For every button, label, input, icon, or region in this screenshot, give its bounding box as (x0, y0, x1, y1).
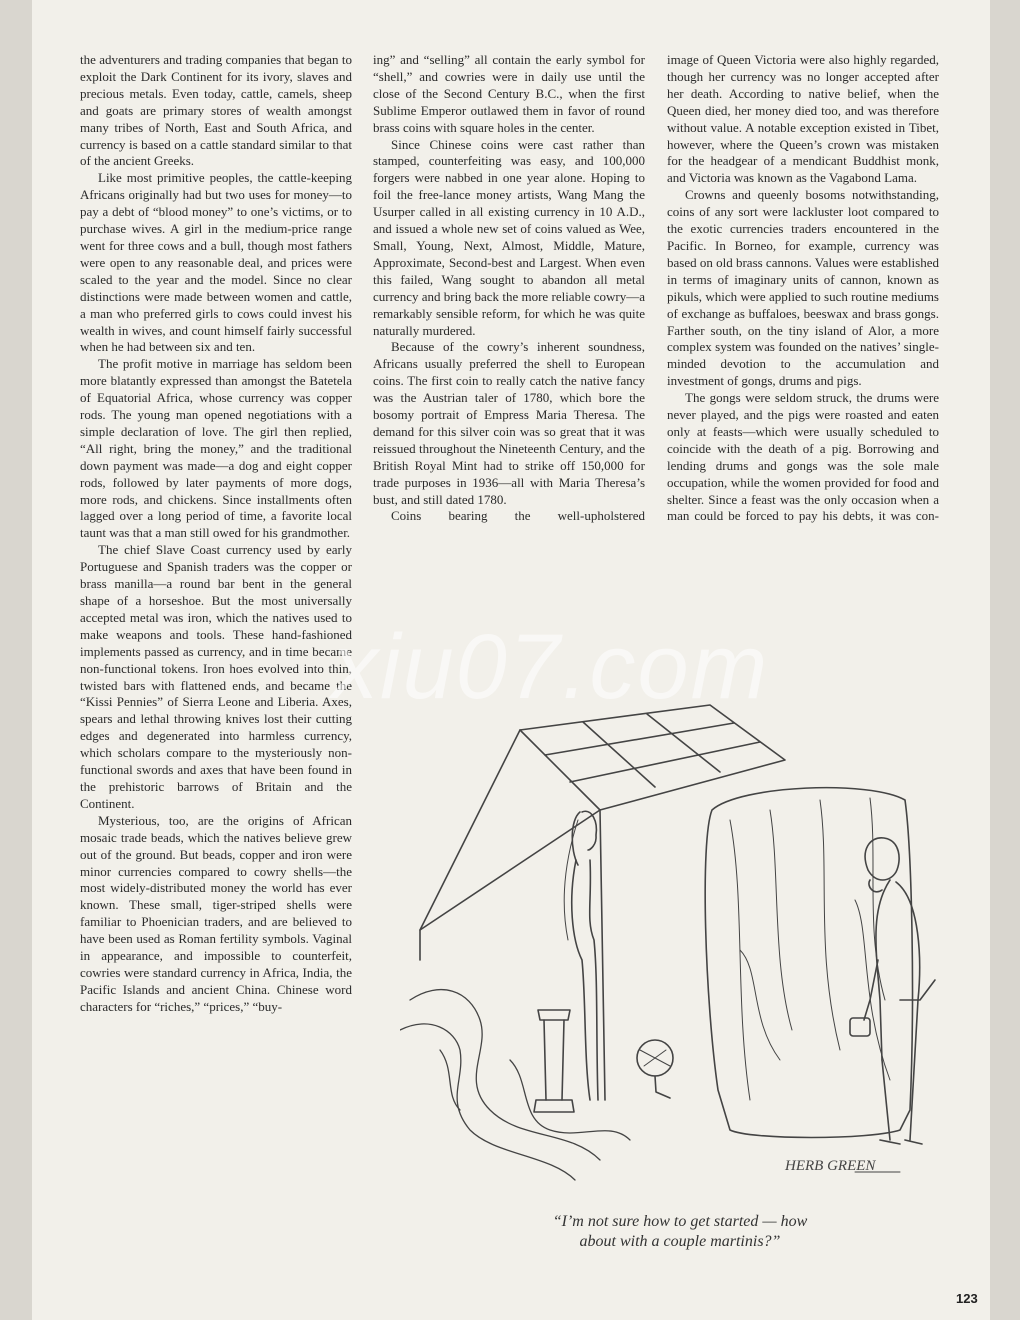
paragraph: Crowns and queenly bosoms notwithstanding, coins of any sort were lackluster loot compared to the exotic currencies traders encountered in the Pacific. In Borneo, for example, currency was based on old brass cannons. Values were established in terms of imaginary units of cannon, known as pikuls, which were applied to such routine mediums of exchange as buffaloes, beeswax and brass gongs. Farther south, on the tiny island of Alor, a more complex system was founded on the natives’ single-minded devotion to the accumulation and investment of gongs, drums and pigs. (667, 187, 939, 389)
cartoon-illustration (400, 700, 960, 1200)
skylight-grid (420, 705, 785, 1100)
drapery-swirl (400, 990, 630, 1180)
paragraph: The gongs were seldom struck, the drums were never played, and the pigs were roasted and eaten only at feasts—which were usually scheduled to coincide with the death of a pig. Borrowing and lending drums and gongs was the sole male occupation, while the women provided for food and shelter. Since a feast was the only occasion when a man could be forced to pay his debts, it was con- (667, 390, 939, 524)
stone-block (705, 788, 912, 1138)
paragraph: The profit motive in marriage has seldom been more blatantly expressed than amongst the Batetela of Equatorial Africa, whose currency was copper rods. The young man opened negotiations with a simple declaration of love. The girl then replied, “All right, bring the money,” and the traditional down payment was made—a dog and eight copper rods, followed by later payments of more dogs, more rods, and chickens. Since installments often lagged over a long period of time, a favorite local taunt was that a man still owed for his grandmother. (80, 356, 352, 541)
cartoonist-signature: HERB GREEN (785, 1158, 876, 1174)
model-figure (564, 811, 598, 1100)
watermark: xiu07.com (332, 616, 770, 718)
paragraph: Coins bearing the well-upholstered (391, 508, 645, 524)
paragraph: Because of the cowry’s inherent soundness, Africans usually preferred the shell to European coins. The first coin to really catch the native fancy was the Austrian taler of 1780, which bore the bosomy portrait of Empress Maria Theresa. The demand for this silver coin was so great that it was reissued throughout the Nineteenth Century, and the British Royal Mint had to strike off 150,000 for trade purposes in 1936—all with Maria Theresa’s bust, and still dated 1780. (373, 339, 645, 507)
fan (637, 1040, 673, 1098)
paragraph: Like most primitive peoples, the cattle-keeping Africans originally had but two uses for money—to pay a debt of “blood money” to one’s victims, or to purchase wives. A girl in the medium-price range went for three cows and a bull, though most fathers were open to any reasonable deal, and prices were scaled to the year and the model. Since no clear distinctions were made between women and cattle, a man who preferred girls to cows could invest his wealth in wives, and count himself fairly successful when he had between six and ten. (80, 170, 352, 355)
text-column-1 (80, 52, 352, 1016)
caption-line: “I’m not sure how to get started — how (552, 1213, 808, 1230)
magazine-page (32, 0, 990, 1320)
text-column-3 (667, 52, 939, 525)
cartoon-caption (400, 1212, 960, 1252)
paragraph: The chief Slave Coast currency used by early Portuguese and Spanish traders was the copper or brass manilla—a round bar bent in the general shape of a horseshoe. But the most universally accepted metal was iron, which the natives used to make weapons and tools. These hand-fashioned implements passed as currency, and in time became non-functional tokens. Iron hoes evolved into thin, twisted bars with flattened ends, and became the “Kissi Pennies” of Sierra Leone and Liberia. Axes, spears and lethal throwing knives lost their cutting edges and degenerated into harmless currency, which scholars compare to the mysteriously non-functional swords and axes that have been found in the prehistoric barrows of Britain and the Continent. (80, 542, 352, 811)
paragraph: image of Queen Victoria were also highly regarded, though her currency was no longer accepted after her death. According to native belief, when the Queen died, her money died too, and was therefore without value. A notable exception existed in Tibet, however, where the Queen’s crown was mistaken for the headgear of a mendicant Buddhist monk, and Victoria was known as the Vagabond Lama. (667, 52, 939, 186)
pedestal (534, 1010, 574, 1112)
sculptor-figure (850, 838, 935, 1144)
paragraph: Since Chinese coins were cast rather than stamped, counterfeiting was easy, and 100,000 forgers were nabbed in one year alone. Hoping to foil the free-lance money artists, Wang Mang the Usurper called in all existing currency in 10 A.D., and issued a whole new set of coins valued as Wee, Small, Young, Next, Almost, Middle, Mature, Approximate, Second-best and Largest. When even this failed, Wang sought to abandon all metal currency and bring back the more reliable cowry—a remarkably sensible reform, for which he was quite naturally murdered. (373, 136, 645, 338)
paragraph: Mysterious, too, are the origins of African mosaic trade beads, which the natives believe grew out of the ground. But beads, copper and iron were minor currencies compared to cowry shells—the most widely-distributed money the world has ever known. These small, tiger-striped shells were familiar to Phoenician traders, and are believed to have been used as Roman fertility symbols. Vaginal in appearance, and impossible to counterfeit, cowries were standard currency in Africa, India, the Pacific Islands and ancient China. Chinese word characters for “riches,” “prices,” “buy- (80, 812, 352, 1014)
caption-line: about with a couple martinis?” (579, 1233, 781, 1250)
page-number: 123 (956, 1291, 978, 1306)
paragraph: ing” and “selling” all contain the early symbol for “shell,” and cowries were in daily use until the close of the Second Century B.C., when the first Sublime Emperor outlawed them in favor of round brass coins with square holes in the center. (373, 52, 645, 135)
paragraph: the adventurers and trading companies that began to exploit the Dark Continent for its ivory, slaves and precious metals. Even today, cattle, camels, sheep and goats are primary stores of wealth amongst many tribes of North, East and South Africa, and currency is based on a cattle standard similar to that of the ancient Greeks. (80, 52, 352, 169)
text-column-2 (373, 52, 645, 525)
